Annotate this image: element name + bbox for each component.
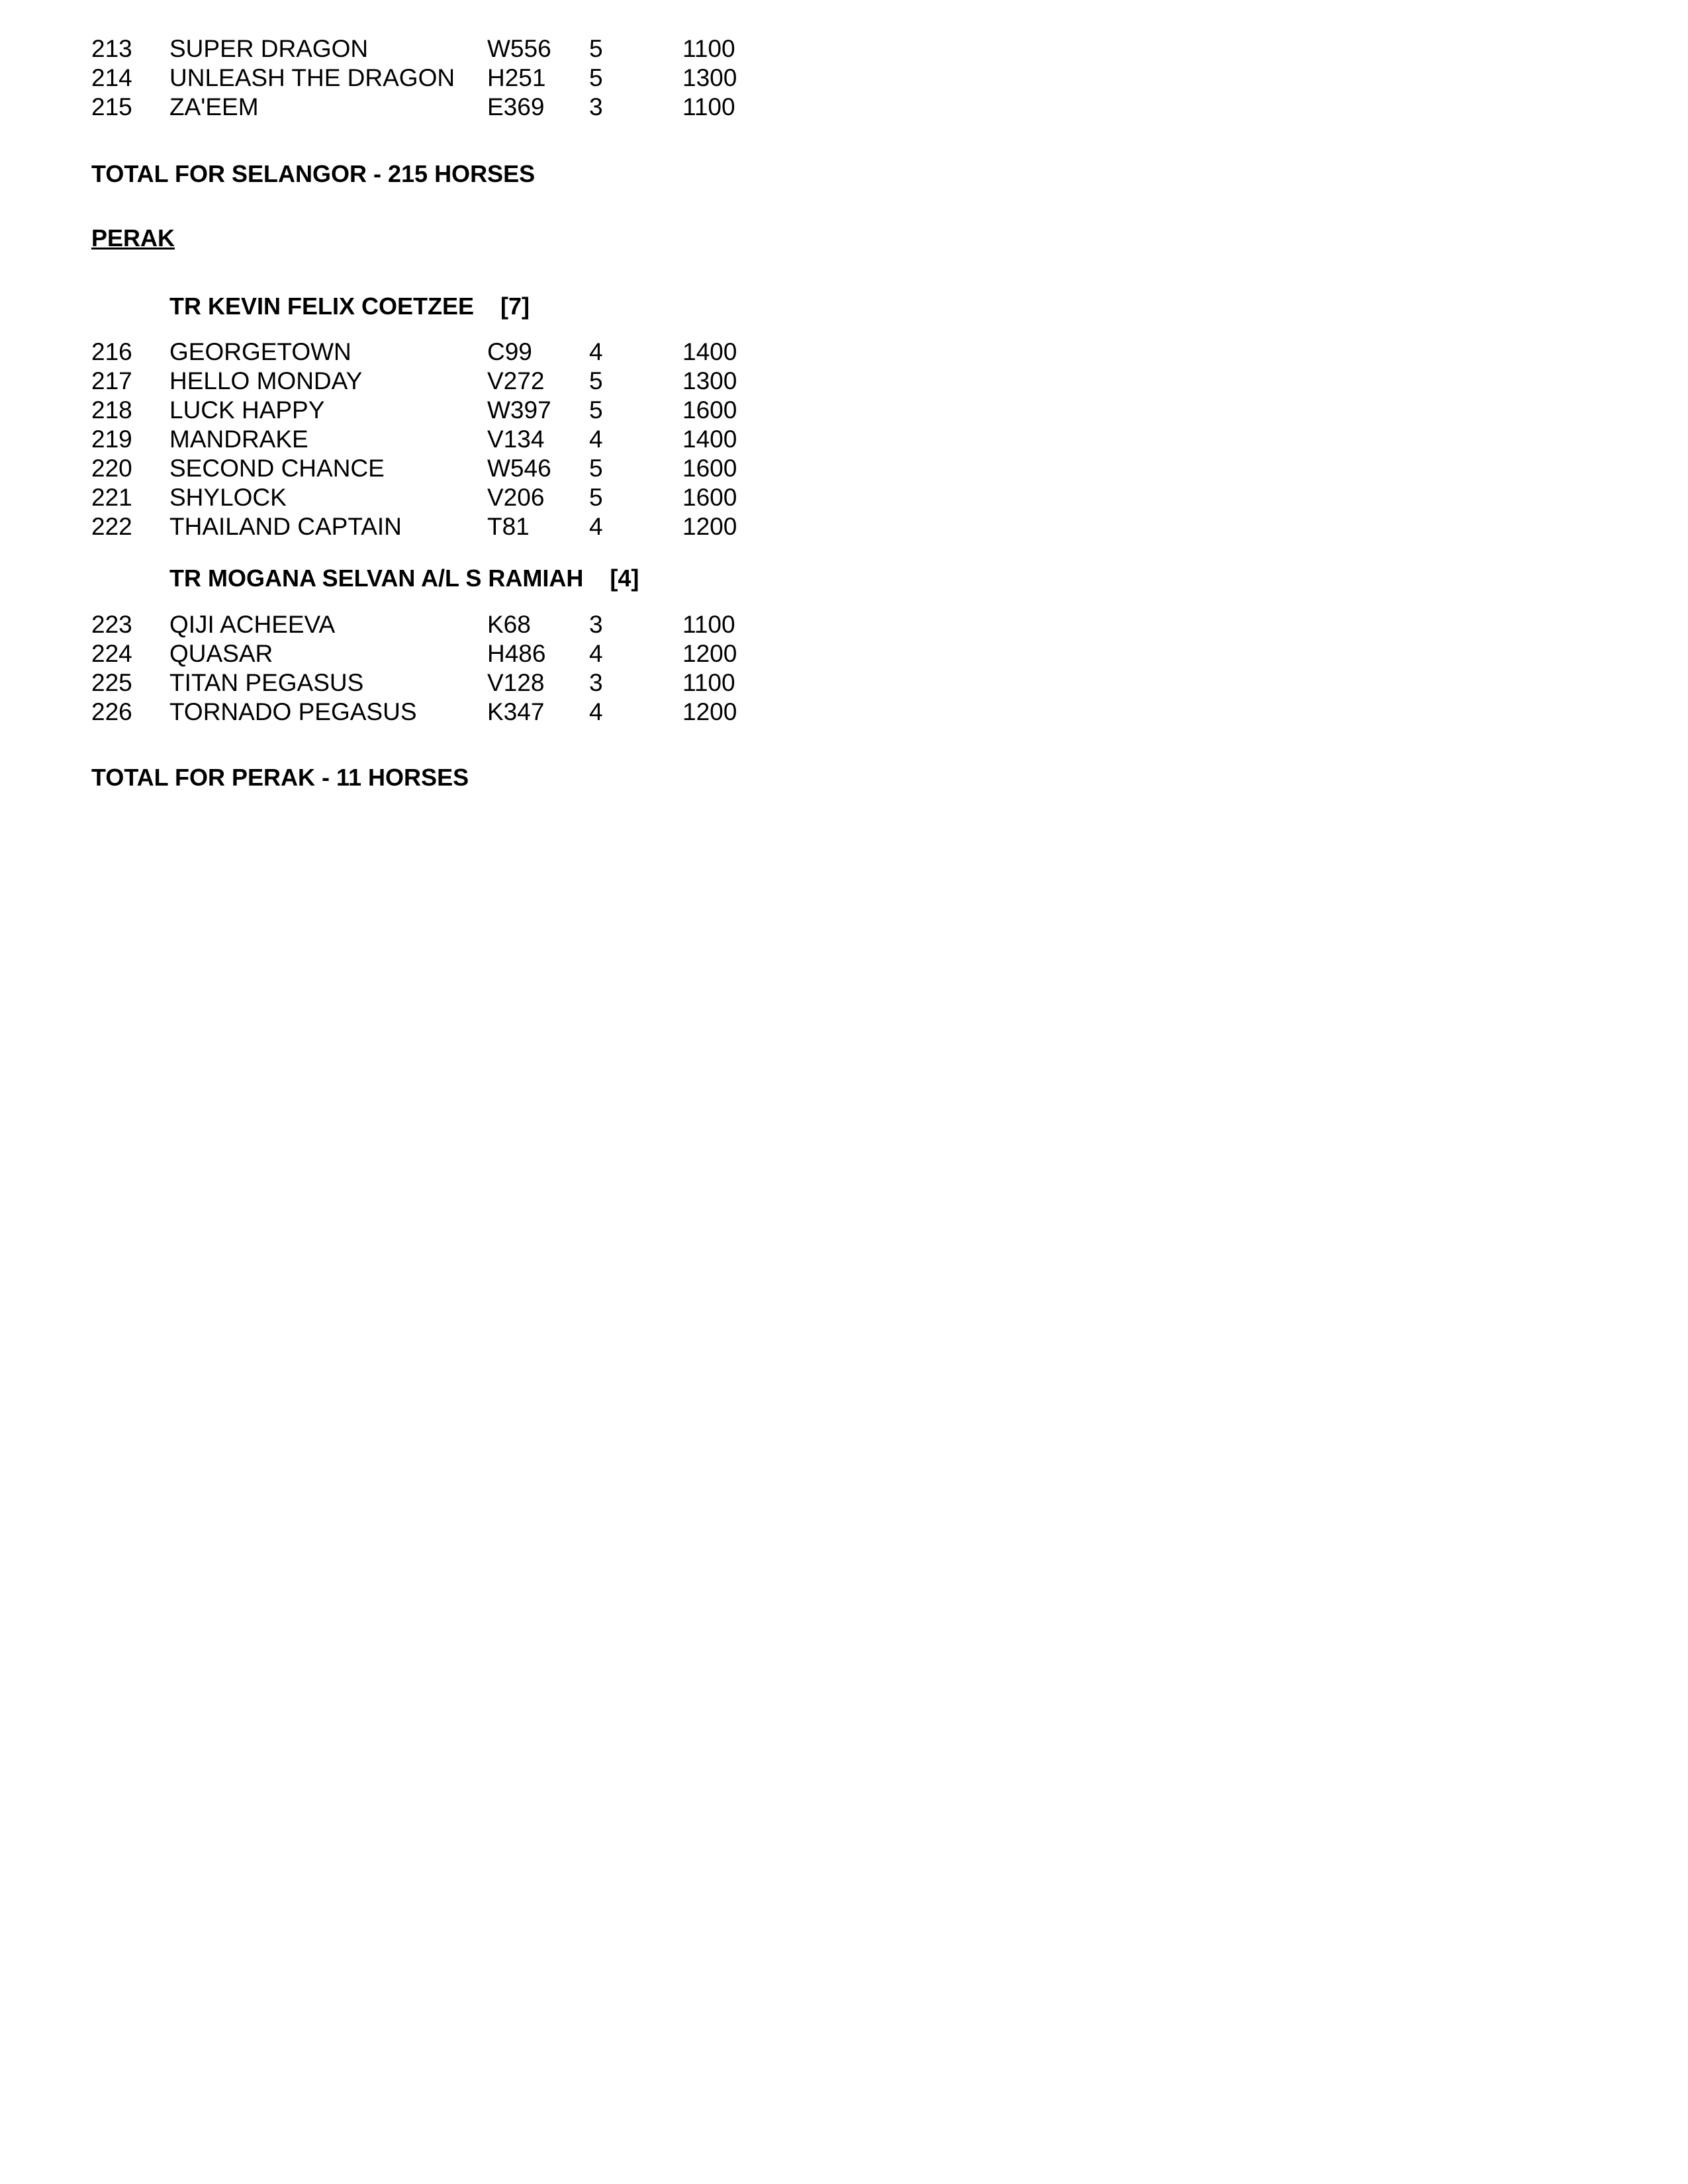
horse-name: HELLO MONDAY <box>169 367 363 394</box>
horse-age: 5 <box>589 484 603 511</box>
horse-age: 4 <box>589 513 603 540</box>
horse-number: 223 <box>91 611 132 638</box>
horse-name: GEORGETOWN <box>169 338 352 365</box>
horse-code: V128 <box>487 669 545 696</box>
horse-distance: 1100 <box>682 611 735 638</box>
trainer-horse-count: [7] <box>500 293 530 320</box>
trainer-name: TR KEVIN FELIX COETZEE <box>169 293 475 320</box>
horse-code: V134 <box>487 426 545 453</box>
horse-age: 4 <box>589 426 603 453</box>
table-row <box>0 64 794 93</box>
horse-distance: 1300 <box>682 64 737 91</box>
table-row <box>0 698 794 727</box>
horse-number: 219 <box>91 426 132 453</box>
table-row <box>0 93 794 122</box>
table-row <box>0 454 794 483</box>
trainer-name: TR MOGANA SELVAN A/L S RAMIAH <box>169 565 584 592</box>
trainer-heading <box>169 564 639 593</box>
horse-age: 3 <box>589 669 603 696</box>
horse-name: ZA'EEM <box>169 93 259 120</box>
horse-code: W546 <box>487 455 551 482</box>
perak-total: TOTAL FOR PERAK - 11 HORSES <box>91 764 469 791</box>
horse-distance: 1300 <box>682 367 737 394</box>
selangor-total: TOTAL FOR SELANGOR - 215 HORSES <box>91 160 536 187</box>
horse-age: 4 <box>589 640 603 667</box>
horse-number: 216 <box>91 338 132 365</box>
horse-code: K68 <box>487 611 531 638</box>
table-row <box>0 34 794 64</box>
horse-number: 213 <box>91 35 132 62</box>
table-row <box>0 338 794 367</box>
horse-name: LUCK HAPPY <box>169 396 325 424</box>
horse-distance: 1400 <box>682 338 737 365</box>
horse-distance: 1100 <box>682 93 735 120</box>
horse-age: 5 <box>589 64 603 91</box>
table-row <box>0 425 794 454</box>
horse-code: V272 <box>487 367 545 394</box>
horse-code: T81 <box>487 513 530 540</box>
horse-code: C99 <box>487 338 532 365</box>
horse-distance: 1600 <box>682 484 737 511</box>
horse-name: SECOND CHANCE <box>169 455 385 482</box>
horse-number: 217 <box>91 367 132 394</box>
horse-number: 224 <box>91 640 132 667</box>
horse-name: THAILAND CAPTAIN <box>169 513 402 540</box>
horse-code: H251 <box>487 64 546 91</box>
horse-age: 4 <box>589 338 603 365</box>
horse-distance: 1200 <box>682 513 737 540</box>
horse-distance: 1600 <box>682 455 737 482</box>
horse-number: 218 <box>91 396 132 424</box>
horse-number: 215 <box>91 93 132 120</box>
horse-age: 5 <box>589 35 603 62</box>
horse-code: H486 <box>487 640 546 667</box>
horse-code: K347 <box>487 698 545 725</box>
horse-name: SUPER DRAGON <box>169 35 369 62</box>
horse-code: W397 <box>487 396 551 424</box>
horse-name: MANDRAKE <box>169 426 308 453</box>
perak-section-heading: PERAK <box>91 224 175 251</box>
horse-number: 225 <box>91 669 132 696</box>
table-row <box>0 610 794 639</box>
horse-distance: 1200 <box>682 640 737 667</box>
horse-code: W556 <box>487 35 551 62</box>
horse-name: TITAN PEGASUS <box>169 669 364 696</box>
horse-number: 221 <box>91 484 132 511</box>
horse-number: 226 <box>91 698 132 725</box>
horse-distance: 1100 <box>682 35 735 62</box>
horse-number: 220 <box>91 455 132 482</box>
horse-age: 4 <box>589 698 603 725</box>
horse-distance: 1100 <box>682 669 735 696</box>
table-row <box>0 367 794 396</box>
horse-name: QIJI ACHEEVA <box>169 611 336 638</box>
horse-age: 5 <box>589 367 603 394</box>
trainer-heading <box>169 292 530 321</box>
horse-name: QUASAR <box>169 640 273 667</box>
horse-name: SHYLOCK <box>169 484 287 511</box>
horse-code: V206 <box>487 484 545 511</box>
horse-distance: 1200 <box>682 698 737 725</box>
horse-code: E369 <box>487 93 545 120</box>
table-row <box>0 396 794 425</box>
horse-distance: 1600 <box>682 396 737 424</box>
horse-name: UNLEASH THE DRAGON <box>169 64 455 91</box>
horse-distance: 1400 <box>682 426 737 453</box>
trainer-horse-count: [4] <box>610 565 639 592</box>
horse-number: 222 <box>91 513 132 540</box>
table-row <box>0 668 794 698</box>
table-row <box>0 639 794 668</box>
horse-age: 5 <box>589 396 603 424</box>
horse-name: TORNADO PEGASUS <box>169 698 417 725</box>
horse-age: 3 <box>589 611 603 638</box>
horse-age: 5 <box>589 455 603 482</box>
table-row <box>0 512 794 541</box>
table-row <box>0 483 794 512</box>
horse-age: 3 <box>589 93 603 120</box>
horse-number: 214 <box>91 64 132 91</box>
